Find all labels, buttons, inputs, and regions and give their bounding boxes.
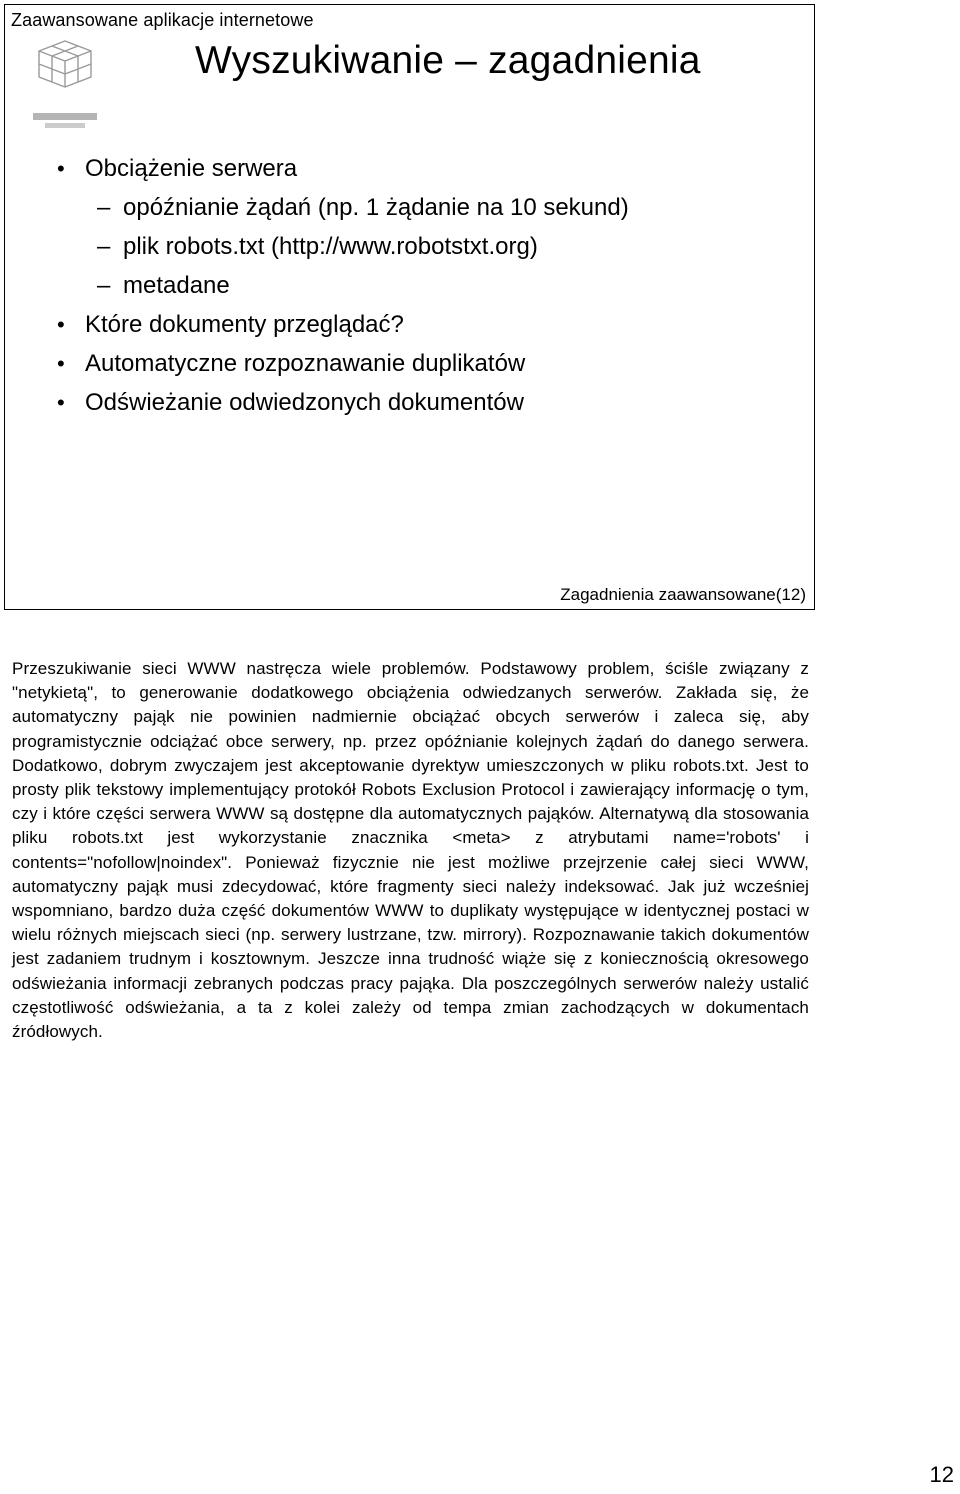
bullet-item: • Obciążenie serwera [57, 153, 629, 192]
slide-frame [4, 4, 815, 610]
sub-bullet-item: – opóźnianie żądań (np. 1 żądanie na 10 sekund) [57, 192, 629, 231]
bullet-list [57, 153, 629, 426]
slide-heading: Wyszukiwanie – zagadnienia [195, 39, 701, 82]
course-title: Zaawansowane aplikacje internetowe [11, 10, 314, 30]
page-number: 12 [929, 1462, 954, 1487]
bullet-item: • Automatyczne rozpoznawanie duplikatów [57, 348, 629, 387]
bullet-item: • Które dokumenty przeglądać? [57, 309, 629, 348]
notes-paragraph: Przeszukiwanie sieci WWW nastręcza wiele problemów. Podstawowy problem, ściśle związany z "netykietą", to generowanie dodatkowego obciążenia odwiedzanych serwerów. Zakłada się, że automatyczny pająk nie powinien nadmiernie obciążać obcych serwerów i zaleca się, aby programistycznie odciążać obce serwery, np. przez opóźnianie kolejnych żądań do danego serwera. Dodatkowo, dobrym zwyczajem jest akceptowanie dyrektyw umieszczonych w pliku robots.txt. Jest to prosty plik tekstowy implementujący protokół Robots Exclusion Protocol i zawierający informację o tym, czy i które części serwera WWW są dostępne dla automatycznych pająków. Alternatywą dla stosowania pliku robots.txt jest wykorzystanie znacznika <meta> z atrybutami name='robots' i contents="nofollow|noindex". Ponieważ fizycznie nie jest możliwe przejrzenie całej sieci WWW, automatyczny pająk musi zdecydować, które fragmenty sieci należy indeksować. Jak już wcześniej wspomniano, bardzo duża część dokumentów WWW to duplikaty występujące w identycznej postaci w wielu różnych miejscach sieci (np. serwery lustrzane, tzw. mirrory). Rozpoznawanie takich dokumentów jest zadaniem trudnym i kosztownym. Jeszcze inna trudność wiąże się z koniecznością okresowego odświeżania informacji zebranych podczas pracy pająka. Dla poszczególnych serwerów należy ustalić częstotliwość odświeżania, a ta z kolei zależy od tempa zmian zachodzących w dokumentach źródłowych. [12, 659, 809, 1042]
slide-footer: Zagadnienia zaawansowane(12) [560, 585, 806, 604]
bullet-item: • Odświeżanie odwiedzonych dokumentów [57, 387, 629, 426]
university-logo-icon [29, 37, 101, 133]
sub-bullet-item: – plik robots.txt (http://www.robotstxt.org) [57, 231, 629, 270]
sub-bullet-item: – metadane [57, 270, 629, 309]
